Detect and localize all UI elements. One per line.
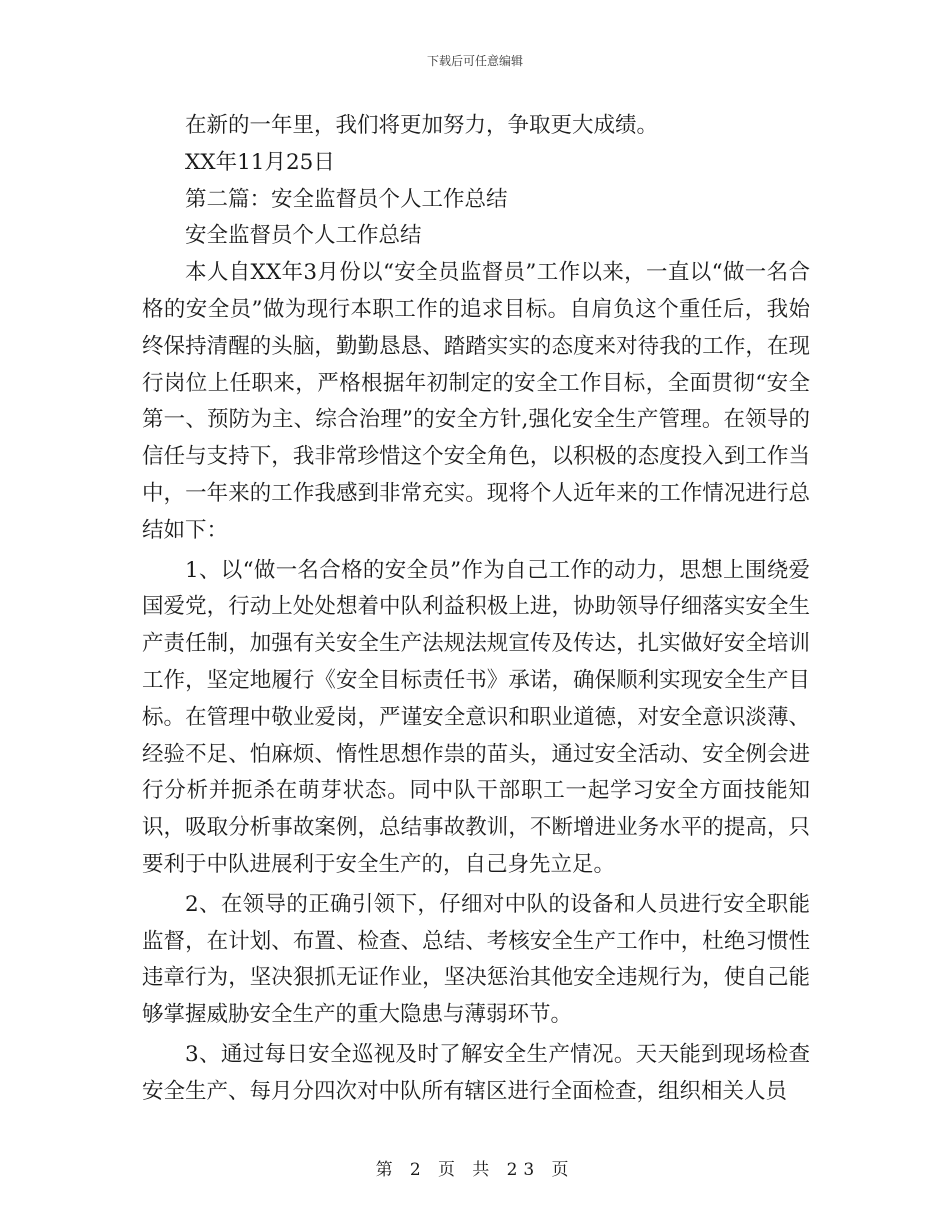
- page-number-footer: 第 2 页 共 23 页: [375, 1160, 575, 1180]
- document-body: [142, 108, 810, 1111]
- page-header: 下载后可任意编辑: [426, 54, 523, 68]
- date-line: XX年11月25日: [185, 149, 335, 175]
- closing-paragraph: 在新的一年里，我们将更加努力，争取更大成绩。: [185, 113, 659, 138]
- chapter-heading: 第二篇：安全监督员个人工作总结: [185, 186, 508, 212]
- document-title: 安全监督员个人工作总结: [185, 223, 422, 249]
- point-1-paragraph: 1、以“做一名合格的安全员”作为自己工作的动力，思想上围绕爱国爱党，行动上处处想着中队利益积极上进，协助领导仔细落实安全生产责任制，加强有关安全生产法规法规宣传及传达，扎实做好安全培训工作，坚定地履行《安全目标责任书》承诺，确保顺利实现安全生产目标。在管理中敬业爱岗，严谨安全意识和职业道德，对安全意识淡薄、经验不足、怕麻烦、惰性思想作祟的苗头，通过安全活动、安全例会进行分析并扼杀在萌芽状态。同中队干部职工一起学习安全方面技能知识，吸取分析事故案例，总结事故教训，不断增进业务水平的提高，只要利于中队进展利于安全生产的，自己身先立足。: [142, 557, 810, 877]
- point-2-paragraph: 2、在领导的正确引领下，仔细对中队的设备和人员进行安全职能监督，在计划、布置、检查、总结、考核安全生产工作中，杜绝习惯性违章行为，坚决狠抓无证作业，坚决惩治其他安全违规行为，使自己能够掌握威胁安全生产的重大隐患与薄弱环节。: [142, 891, 810, 1028]
- intro-paragraph: 本人自XX年3月份以“安全员监督员”工作以来，一直以“做一名合格的安全员”做为现行本职工作的追求目标。自肩负这个重任后，我始终保持清醒的头脑，勤勤恳恳、踏踏实实的态度来对待我的工作，在现行岗位上任职来，严格根据年初制定的安全工作目标，全面贯彻“安全第一、预防为主、综合治理”的安全方针,强化安全生产管理。在领导的信任与支持下，我非常珍惜这个安全角色，以积极的态度投入到工作当中，一年来的工作我感到非常充实。现将个人近年来的工作情况进行总结如下：: [142, 260, 810, 543]
- point-3-paragraph: 3、通过每日安全巡视及时了解安全生产情况。天天能到现场检查安全生产、每月分四次对中队所有辖区进行全面检查，组织相关人员: [142, 1041, 810, 1104]
